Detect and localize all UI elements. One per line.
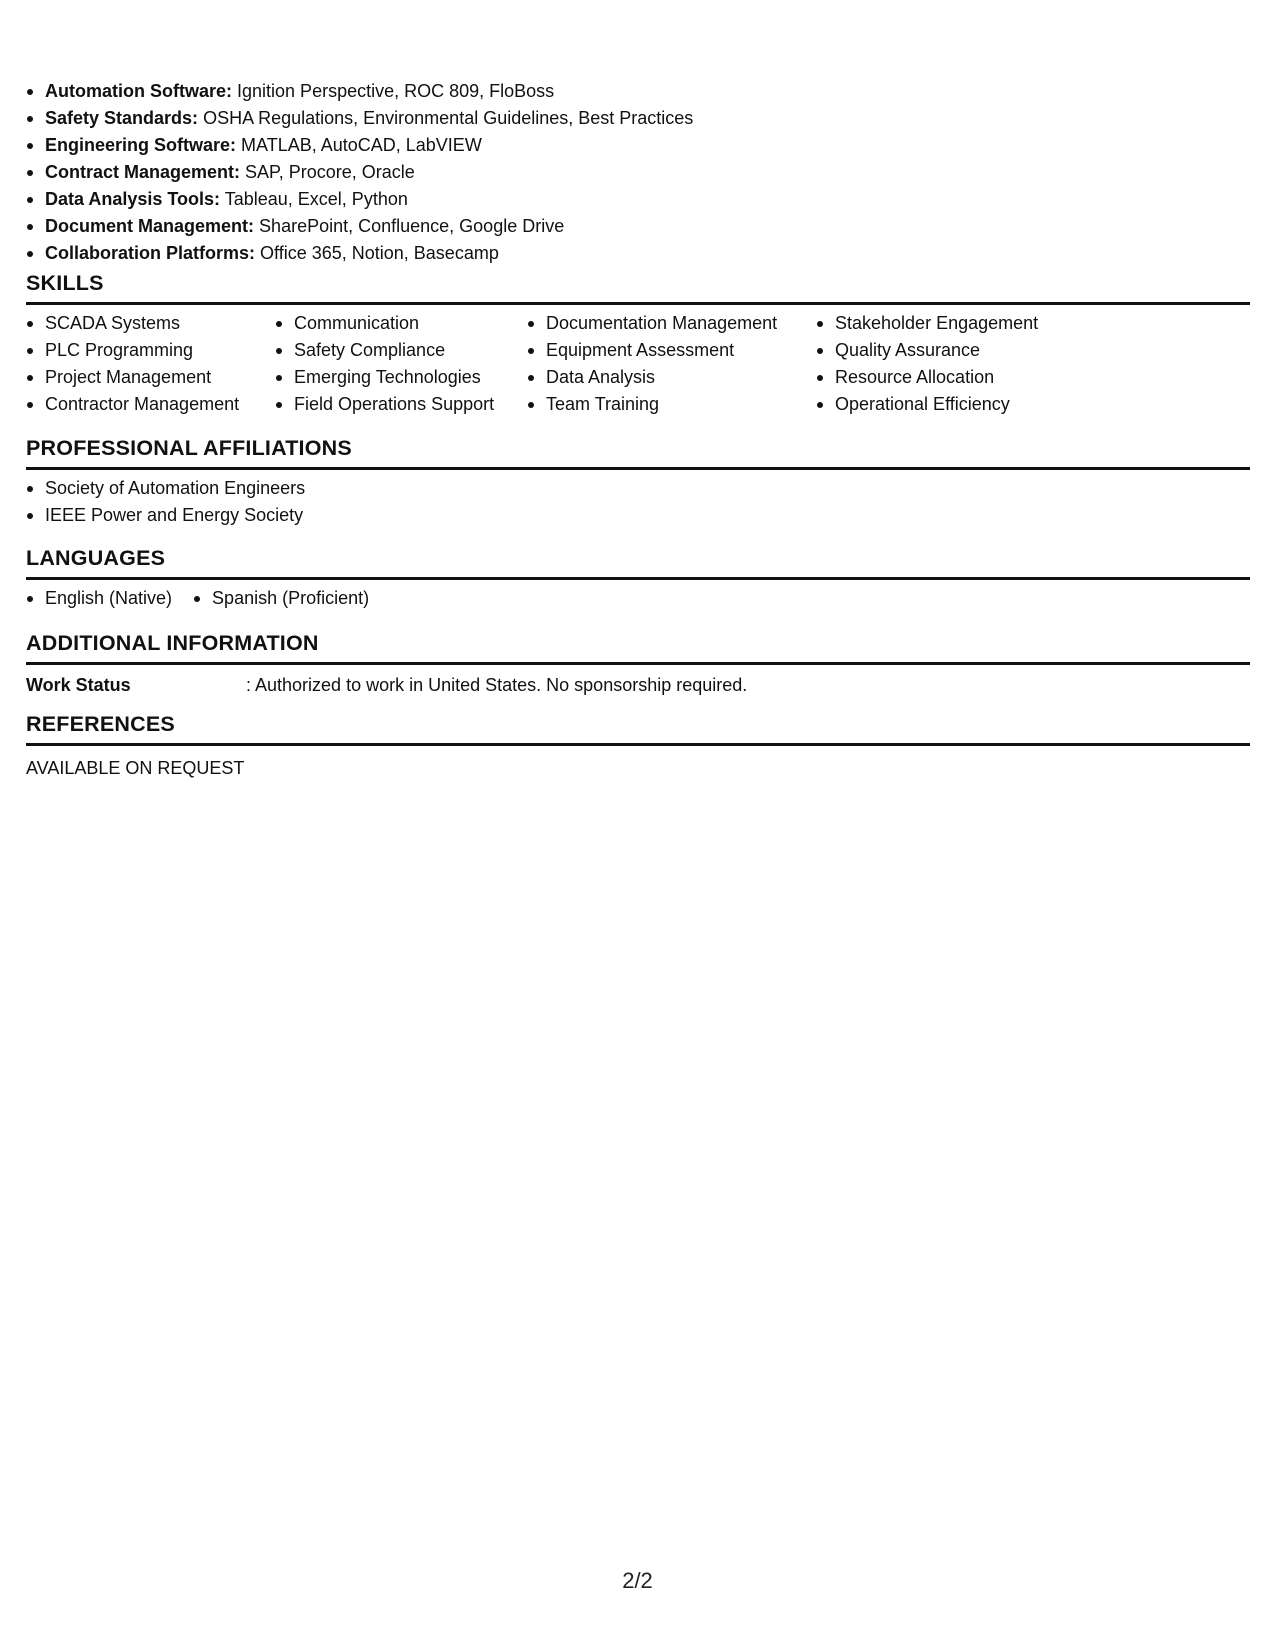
skill-item: Documentation Management [527,310,816,337]
page-number: 2/2 [622,1568,653,1593]
section-heading: LANGUAGES [26,545,1250,580]
skills-grid [26,310,1250,418]
resume-page [26,0,1250,1650]
references-text: AVAILABLE ON REQUEST [26,758,245,778]
technical-skill-value: OSHA Regulations, Environmental Guidelines, Best Practices [203,108,694,128]
affiliation-item: Society of Automation Engineers [26,475,1250,502]
technical-skill-value: Office 365, Notion, Basecamp [260,243,499,263]
skills-section [26,270,1250,418]
skill-item: SCADA Systems [26,310,275,337]
work-status-value: : Authorized to work in United States. No sponsorship required. [246,675,748,695]
technical-skill-label: Automation Software: [45,81,232,101]
skill-item: Resource Allocation [816,364,1116,391]
technical-skill-item [26,78,693,105]
technical-skill-value: Ignition Perspective, ROC 809, FloBoss [237,81,555,101]
skill-item: Operational Efficiency [816,391,1116,418]
skill-item: Data Analysis [527,364,816,391]
skill-item: PLC Programming [26,337,275,364]
section-heading: PROFESSIONAL AFFILIATIONS [26,435,1250,470]
references-section [26,711,1250,781]
skills-column [275,310,527,418]
section-heading: REFERENCES [26,711,1250,746]
technical-skill-value: SharePoint, Confluence, Google Drive [259,216,565,236]
affiliations-list [26,475,1250,529]
language-item: Spanish (Proficient) [193,585,369,612]
technical-skill-label: Engineering Software: [45,135,237,155]
technical-skill-label: Collaboration Platforms: [45,243,256,263]
languages-section [26,545,1250,612]
technical-skill-label: Contract Management: [45,162,241,182]
skills-column [816,310,1116,418]
technical-skill-item [26,240,693,267]
skill-item: Stakeholder Engagement [816,310,1116,337]
skill-item: Team Training [527,391,816,418]
technical-skill-item [26,159,693,186]
section-heading: ADDITIONAL INFORMATION [26,630,1250,665]
technical-skill-value: SAP, Procore, Oracle [245,162,415,182]
language-item: English (Native) [26,585,172,612]
skill-item: Contractor Management [26,391,275,418]
technical-skill-label: Data Analysis Tools: [45,189,221,209]
technical-skills-list [26,78,693,267]
technical-skill-label: Document Management: [45,216,255,236]
technical-skill-item [26,132,693,159]
work-status-label: Work Status [26,675,131,695]
technical-skill-value: Tableau, Excel, Python [224,189,408,209]
technical-skill-value: MATLAB, AutoCAD, LabVIEW [241,135,482,155]
technical-skill-item [26,213,693,240]
skills-column [26,310,275,418]
skill-item: Equipment Assessment [527,337,816,364]
skill-item: Project Management [26,364,275,391]
skill-item: Communication [275,310,527,337]
technical-skill-item [26,105,693,132]
skill-item: Quality Assurance [816,337,1116,364]
work-status-row [26,672,1250,698]
skill-item: Safety Compliance [275,337,527,364]
technical-skill-item [26,186,693,213]
languages-list [26,585,1250,612]
technical-skill-label: Safety Standards: [45,108,199,128]
skill-item: Field Operations Support [275,391,527,418]
additional-info-section [26,630,1250,698]
skill-item: Emerging Technologies [275,364,527,391]
affiliation-item: IEEE Power and Energy Society [26,502,1250,529]
section-heading: SKILLS [26,270,1250,305]
affiliations-section [26,435,1250,529]
skills-column [527,310,816,418]
